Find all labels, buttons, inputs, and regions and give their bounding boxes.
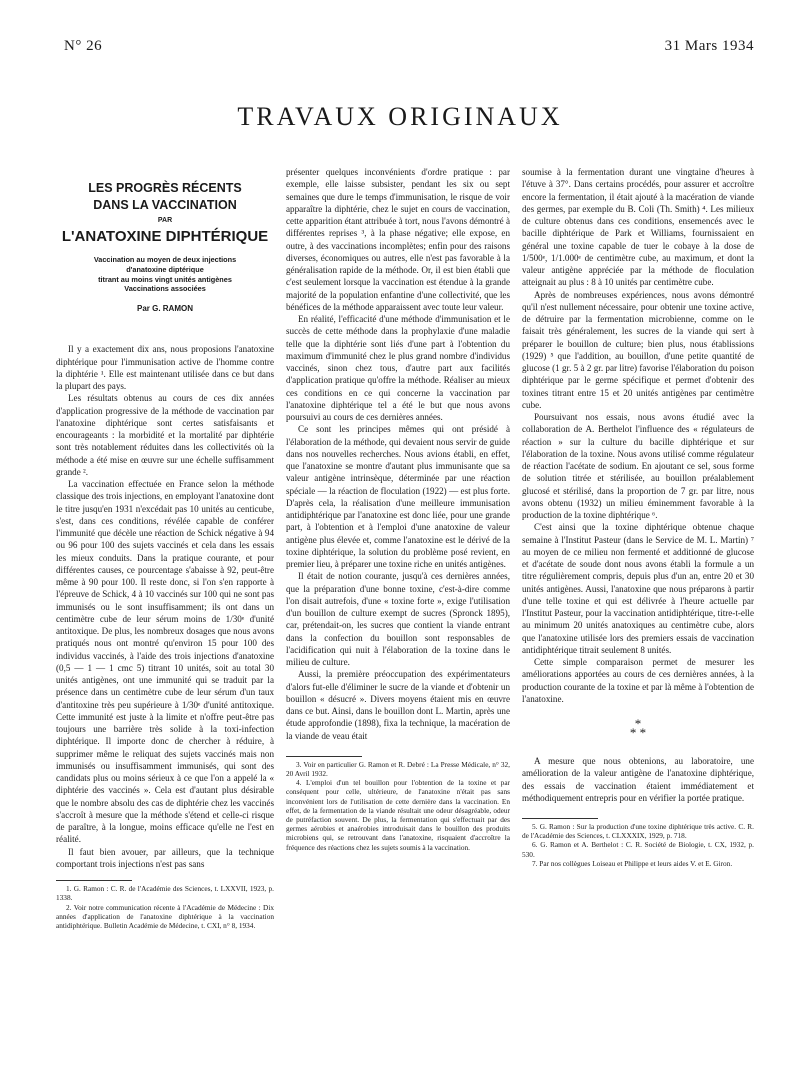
footnote: 6. G. Ramon et A. Berthelot : C. R. Société de Biologie, t. CX, 1932, p. 530. [522,840,754,859]
paragraph: A mesure que nous obtenions, au laboratoire, une amélioration de la valeur antigène de l'anatoxine diphtérique, des essais de vaccination étaient immédiatement et méthodiquement entrepris pour en vérifier la portée pratique. [522,756,754,803]
footnote-divider [286,756,362,757]
paragraph: Il était de notion courante, jusqu'à ces dernières années, que la préparation d'une bonne toxine, c'est-à-dire comme l'on disait autrefois, d'une « toxine forte », exige l'utilisation d'un bouillon de culture exempt de sucres (Spronck 1895), car, prétendait-on, les sucres que contient la viande entrant dans la confection du bouillon sont responsables de l'acidification qui nuit à l'élaboration de la toxine dans le milieu de culture. [286,571,510,667]
paragraph: En réalité, l'efficacité d'une méthode d'immunisation et le succès de cette méthode dans la prophylaxie d'une maladie telle que la diphtérie sont liés d'une part à l'obtention du maximum d'immunité chez le plus grand nombre d'individus vaccinés, sinon chez tous, d'autre part aux facilités d'application pratique qu'offre la méthode. Réaliser au mieux ces conditions en ce qui concerne la vaccination par l'anatoxine diphtérique tel a été le but que nous avons poursuivi au cours de ces dernières années. [286,314,510,422]
article-subtitle [56,255,274,294]
subtitle-line-4: Vaccinations associées [124,284,206,294]
author-byline: Par G. RAMON [136,304,193,314]
article-title-par: PAR [157,217,173,224]
paragraph: Poursuivant nos essais, nous avons étudié avec la collaboration de A. Berthelot l'influence des « régulateurs de réaction » sur la culture du bacille diphtérique et sur l'élaboration de la toxine. Nous avons utilisé comme régulateur de réaction l'acétate de sodium. En ajoutant ce sel, sous forme de solution titrée et stérilisée, au bouillon préalablement glucosé et stérilisé, dans la proportion de 7 gr. par litre, nous avons obtenu (1932) un milieu éminemment favorable à la production de la toxine diphtérique ⁶. [522,412,754,520]
section-heading: TRAVAUX ORIGINAUX [237,102,563,131]
article-title-line-1: LES PROGRÈS RÉCENTS [88,181,242,195]
column-1 [56,180,274,930]
subtitle-line-2: d'anatoxine diptérique [126,264,204,274]
footnotes [286,760,510,852]
footnote: 5. G. Ramon : Sur la production d'une toxine diphtérique très active. C. R. de l'Académie des Sciences, t. CLXXXIX, 1929, p. 718. [522,822,754,841]
footnote: 1. G. Ramon : C. R. de l'Académie des Sciences, t. LXXVII, 1923, p. 1338. [56,884,274,903]
footnotes [522,822,754,868]
subtitle-line-3: titrant au moins vingt unités antigènes [98,274,232,284]
paragraph: Cette simple comparaison permet de mesurer les améliorations apportées au cours de ces dernières années, à la production courante de la toxine et par là même à l'obtention de l'anatoxine. [522,657,754,704]
paragraph: présenter quelques inconvénients d'ordre pratique : par exemple, elle laisse subsister, pendant les six ou sept semaines que dure le temps d'immunisation, le risque de voir apparaître la diphtérie, chez le sujet en cours de vaccination, cette apparition étant attribuée à tort, nous l'avons démontré à différentes reprises ³, à la phase négative; elle expose, en outre, à des vaccinations incomplètes; enfin pour des raisons diverses, économiques ou autres, elle n'est pas favorable à la généralisation rapide de la méthode. Or, il est bien établi que c'est seulement lorsque la vaccination est étendue à la grande majorité de la population enfantine d'une collectivité, que les bénéfices de la méthode apparaissent avec toute leur valeur. [286,167,510,312]
page-number: N° 26 [64,38,103,54]
footnote-divider [522,818,598,819]
paragraph: Ce sont les principes mêmes qui ont présidé à l'élaboration de la méthode, qui devaient nous servir de guide dans nos nouvelles recherches. Nous avions établi, en effet, que l'anatoxine se montre d'autant plus immunisante que sa valeur antigène intrinsèque, déterminée par une réaction spéciale — la réaction de floculation (1922) — est plus forte. D'après cela, la réalisation d'une meilleure immunisation antidiphtérique par l'anatoxine est donc liée, pour une grande part, à l'obtention et à l'emploi d'une anatoxine de valeur antigène plus élevée et, comme l'anatoxine est le dérivé de la toxine diphtérique, la solution du problème posé revient, en premier lieu, à préparer une toxine riche en unités antigènes. [286,424,510,569]
paragraph: Il faut bien avouer, par ailleurs, que la technique comportant trois injections n'est pas sans [56,846,274,869]
column-2 [286,166,510,852]
paragraph: Il y a exactement dix ans, nous proposions l'anatoxine diphtérique pour l'immunisation active de l'homme contre la diphtérie ¹. Elle est maintenant utilisée dans ce but dans la plupart des pays. [56,344,274,392]
article-title-line-3: L'ANATOXINE DIPHTÉRIQUE [61,228,269,245]
footnote: 2. Voir notre communication récente à l'Académie de Médecine : Dix années d'application de l'anatoxine diphtérique à la vaccination antidiphtérique. Bulletin Académie de Médecine, t. CXI, n° 8, 1934. [56,902,274,930]
paragraph: La vaccination effectuée en France selon la méthode classique des trois injections, en employant l'anatoxine dont le titre jusqu'en 1931 n'excédait pas 10 unités au centicube, s'est, dans ces conditions, révélée capable de conférer l'immunité que décèle une réaction de Schick négative à 94 ou 96 pour 100 des sujets vaccinés et cela dans les essais les mieux conduits. Dans la pratique courante, et pour différentes causes, ce pourcentage s'abaisse à 92, peut-être même à 90 pour 100. Il reste donc, si l'on s'en rapporte à l'épreuve de Schick, 4 à 10 vaccinés sur 100 qui ne sont pas immunisés ou le sont insuffisamment; ils ont dans un centimètre cube de leur sérum moins de 1/30ᵉ d'unité antitoxique. De plus, les nombreux dosages que nous avons pratiqués nous ont montré qu'environ 15 pour 100 des individus vaccinés, à l'aide des trois injections d'anatoxine (0,5 — 1 — 1 cmc 5) titrant 10 unités, soit au total 30 unités antigènes, ont une immunité qui se traduit par la présence dans un centimètre cube de leur sérum d'un taux d'antitoxine très peu supérieure à 1/30ᵉ d'unité antitoxique. Cette immunité est juste à la limite et n'offre peut-être pas toujours une barrière très solide à la toxi-infection diphtérique. Il importe donc de chercher à réduire, à supprimer même le reliquat des sujets vaccinés mais non immunisés ou insuffisamment immunisés, qui sont des candidats plus ou moins sérieux à ce que l'on a appelé la « diphtérie des vaccinés ». Cela est d'autant plus désirable que le nombre absolu des cas de diphtérie chez les vaccinés s'accroît à mesure que la méthode s'étend et celle-ci risque de paraître, à la longue, moins efficace qu'elle ne l'est en réalité. [56,479,274,845]
article-title-line-2: DANS LA VACCINATION [93,198,237,212]
paragraph: C'est ainsi que la toxine diphtérique obtenue chaque semaine à l'Institut Pasteur (dans le Service de M. L. Martin) ⁷ au moyen de ce milieu non fermenté et additionné de glucose et d'acétate de soude dont nous avons établi la formule a un titre régulièrement compris, depuis plus d'un an, entre 20 et 30 unités antigènes. Aussi, l'anatoxine que nous préparons à partir d'une telle toxine et qui est délivrée à l'heure actuelle par l'Institut Pasteur, pour la vaccination antidiphtérique, titre-t-elle au minimum 20 unités anatoxiques au centimètre cube, alors que l'anatoxine utilisée lors des premiers essais de vaccination antidiphtérique titrait seulement 8 unités. [522,522,754,655]
section-break-asterisks: * * * [629,716,647,740]
paragraph: Après de nombreuses expériences, nous avons démontré qu'il n'est nullement nécessaire, pour obtenir une toxine active, de détruire par la fermentation microbienne, comme on le faisait très généralement, les sucres de la viande qui sert à préparer le bouillon de culture; bien plus, nous établissions (1929) ⁵ que l'addition, au bouillon, d'une petite quantité de glucose (1 gr. 5 à 2 gr. par litre) favorise l'élaboration du poison diphtérique par le germe spécifique et permet d'obtenir des toxines titrant entre 15 et 20 unités antigènes par centimètre cube. [522,289,754,410]
footnote: 4. L'emploi d'un tel bouillon pour l'obtention de la toxine et par conséquent pour celle, ultérieure, de l'anatoxine n'était pas sans inconvénient lors de l'utilisation de cette dernière dans la vaccination. En effet, de la fermentation de la viande résultait une odeur désagréable, odeur de putréfaction souvent. De plus, la fermentation qui s'effectuait par des germes aérobies et anaérobies introduisait dans le bouillon des produits microbiens qui, se retrouvant dans l'anatoxine, risquaient d'accroître la fréquence des réactions chez les sujets soumis à la vaccination. [286,778,510,852]
subtitle-line-1: Vaccination au moyen de deux injections [93,255,237,264]
footnote: 7. Par nos collègues Loiseau et Philippe et leurs aides V. et E. Giron. [532,858,733,868]
footnote-divider [56,880,132,881]
column-3 [522,166,754,868]
issue-date: 31 Mars 1934 [664,38,754,54]
paragraph: Les résultats obtenus au cours de ces dix années d'application progressive de la méthode de vaccination par l'anatoxine diphtérique sont certes satisfaisants et encourageants : la morbidité et la mortalité par diphtérie sont très notablement réduites dans les collectivités où la méthode a été mise en œuvre sur une échelle suffisamment grande ². [56,393,274,477]
paragraph: Aussi, la première préoccupation des expérimentateurs d'alors fut-elle d'éliminer le sucre de la viande et d'obtenir un bouillon « désucré ». Divers moyens étaient mis en œuvre dans ce but. Ainsi, dans le bouillon dont L. Martin, après une étude approfondie (1898), fixa la technique, la macération de la viande de veau était [286,669,510,741]
paragraph: soumise à la fermentation durant une vingtaine d'heures à l'étuve à 37°. Dans certains procédés, pour assurer et accroître encore la fermentation, il était ajouté à la macération de viande des germes, par exemple du B. Coli (Th. Smith) ⁴. Les milieux de culture obtenus dans ces conditions, ensemencés avec le bacille diphtérique de Park et Williams, fournissaient en général une toxine capable de tuer le cobaye à la dose de 1/500ᵉ, 1/1.000ᵉ de centimètre cube, au maximum, et dont la valeur antigène appréciée par la méthode de floculation atteignait au plus : 8 à 10 unités par centimètre cube. [522,167,754,288]
footnotes [56,884,274,930]
footnote: 3. Voir en particulier G. Ramon et R. Debré : La Presse Médicale, n° 32, 20 Avril 1932. [286,759,510,778]
running-header [64,38,754,62]
